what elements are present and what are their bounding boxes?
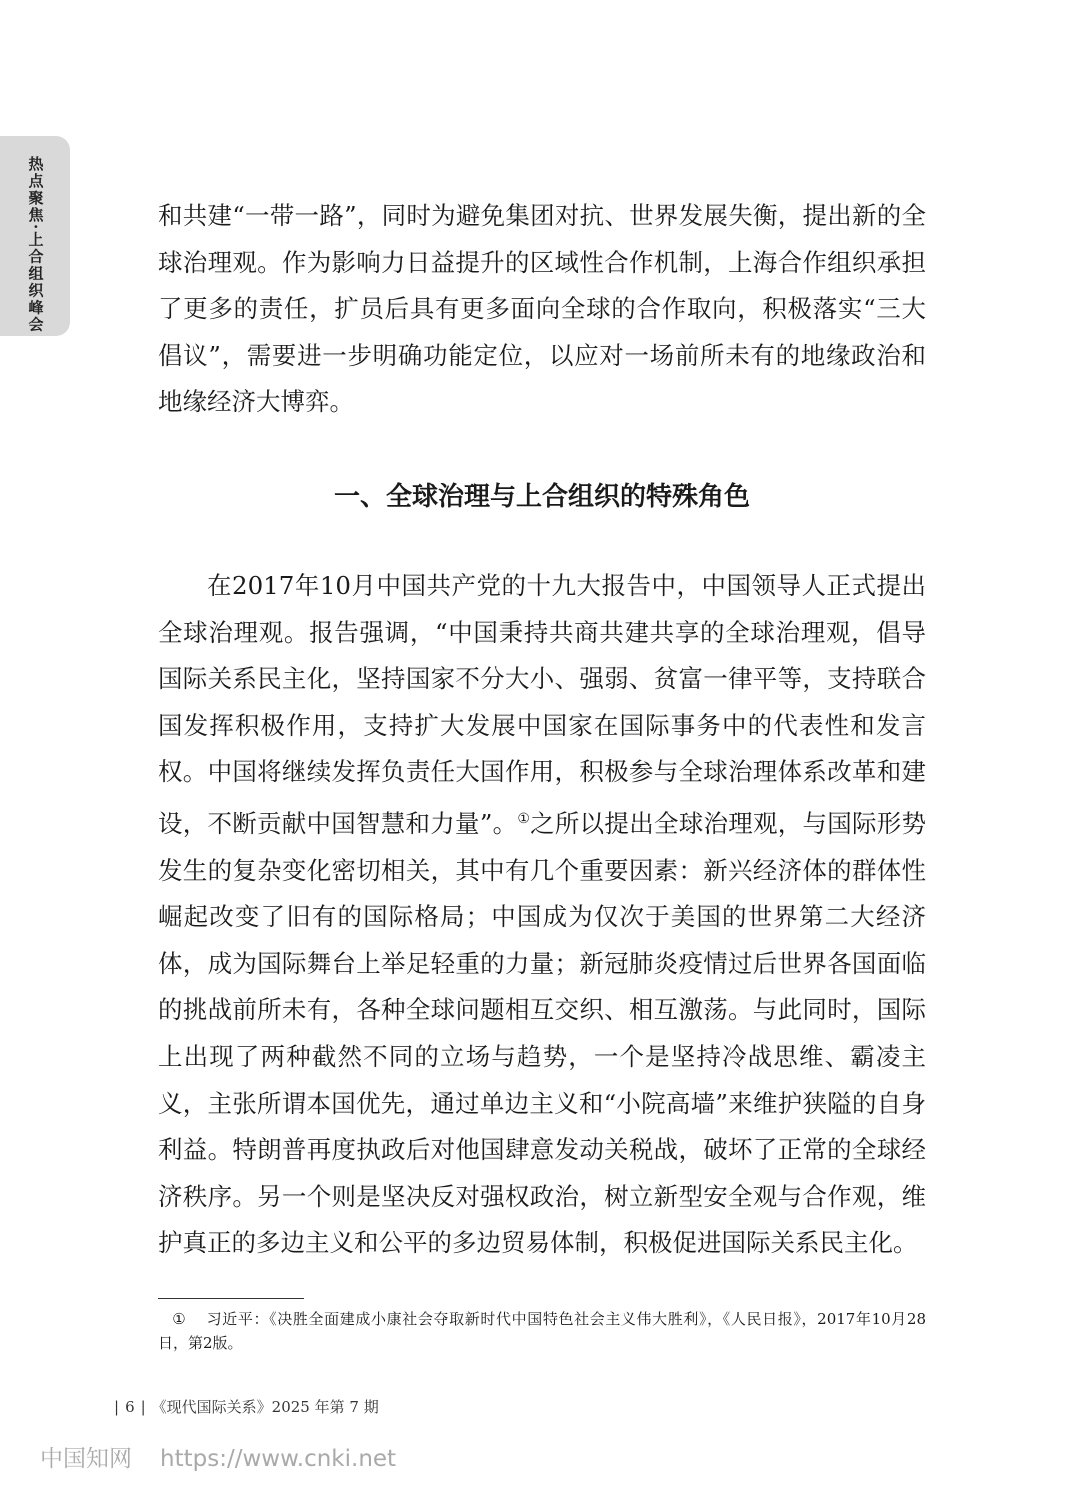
footnote-text: 习近平：《决胜全面建成小康社会夺取新时代中国特色社会主义伟大胜利》，《人民日报》，2017年10月28日，第2版。 [158,1310,926,1352]
paragraph-main-text-b: 之所以提出全球治理观，与国际形势发生的复杂变化密切相关，其中有几个重要因素：新兴经济体的群体性崛起改变了旧有的国际格局；中国成为仅次于美国的世界第二大经济体，成为国际舞台上举足轻重的力量；新冠肺炎疫情过后世界各国面临的挑战前所未有，各种全球问题相互交织、相互激荡。与此同时，国际上出现了两种截然不同的立场与趋势，一个是坚持冷战思维、霸凌主义，主张所谓本国优先，通过单边主义和“小院高墙”来维护狭隘的自身利益。特朗普再度执政后对他国肆意发动关税战，破坏了正常的全球经济秩序。另一个则是坚决反对强权政治，树立新型安全观与合作观，维护真正的多边主义和公平的多边贸易体制，积极促进国际关系民主化。 [158,808,926,1258]
paragraph-main-text-a: 在2017年10月中国共产党的十九大报告中，中国领导人正式提出全球治理观。报告强调，“中国秉持共商共建共享的全球治理观，倡导国际关系民主化，坚持国家不分大小、强弱、贫富一律平等，支持联合国发挥积极作用，支持扩大发展中国家在国际事务中的代表性和发言权。中国将继续发挥负责任大国作用，积极参与全球治理体系改革和建设，不断贡献中国智慧和力量”。 [158,571,926,838]
footnote [158,1307,926,1355]
section-side-tab-label: 热点聚焦·上合组织峰会 [26,156,45,334]
section-heading: 一、全球治理与上合组织的特殊角色 [333,482,750,512]
footnote-reference[interactable]: ① [517,810,531,827]
cnki-watermark [40,1440,396,1473]
page-footer: | 6 | 《现代国际关系》2025 年第 7 期 [114,1398,379,1416]
footnote-divider [158,1298,304,1299]
watermark-brand: 中国知网 [40,1446,132,1472]
paragraph-continued: 和共建“一带一路”，同时为避免集团对抗、世界发展失衡，提出新的全球治理观。作为影响力日益提升的区域性合作机制，上海合作组织承担了更多的责任，扩员后具有更多面向全球的合作取向，积极落实“三大倡议”，需要进一步明确功能定位，以应对一场前所未有的地缘政治和地缘经济大博弈。 [158,201,926,417]
watermark-url[interactable]: https://www.cnki.net [160,1446,397,1472]
journal-issue: 《现代国际关系》2025 年第 7 期 [151,1398,379,1416]
page-number: 6 [125,1398,135,1416]
paragraph-main [158,563,926,1267]
footnote-number: ① [172,1310,186,1328]
section-side-tab [0,136,70,336]
